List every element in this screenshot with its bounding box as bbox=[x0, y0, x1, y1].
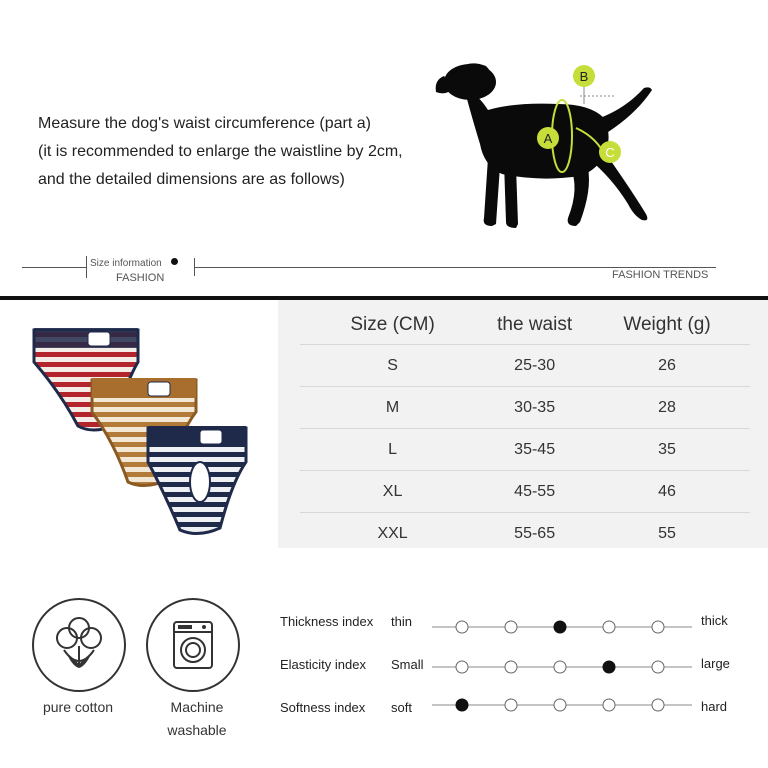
washable-badge bbox=[146, 598, 240, 692]
scale-point bbox=[652, 621, 664, 633]
size-table bbox=[300, 306, 750, 554]
cell-size: XL bbox=[300, 471, 485, 513]
label-c-marker bbox=[599, 141, 621, 163]
cell-size: M bbox=[300, 387, 485, 429]
table-row bbox=[300, 345, 750, 387]
label-b-marker bbox=[573, 65, 595, 87]
instruction-line-2: (it is recommended to enlarge the waistline by 2cm, bbox=[38, 143, 403, 160]
cotton-badge bbox=[32, 598, 126, 692]
washing-machine-icon bbox=[148, 600, 238, 690]
label-b: B bbox=[579, 69, 589, 84]
label-c: C bbox=[605, 145, 615, 160]
elasticity-scale bbox=[430, 659, 694, 675]
cell-size: L bbox=[300, 429, 485, 471]
cotton-icon bbox=[34, 600, 124, 690]
softness-scale bbox=[430, 697, 694, 713]
pure-cotton-label: pure cotton bbox=[42, 699, 114, 715]
cell-waist: 30-35 bbox=[485, 387, 584, 429]
cell-waist: 55-65 bbox=[485, 513, 584, 555]
instruction-line-3: and the detailed dimensions are as follows) bbox=[38, 171, 345, 188]
cell-weight: 28 bbox=[584, 387, 750, 429]
elasticity-index-label: Elasticity index bbox=[280, 657, 366, 672]
scale-point bbox=[456, 621, 468, 633]
header-waist: the waist bbox=[497, 314, 573, 335]
table-row bbox=[300, 513, 750, 555]
header-size: Size (CM) bbox=[350, 314, 435, 335]
thickness-scale bbox=[430, 619, 694, 635]
softness-low-label: soft bbox=[391, 700, 412, 715]
cell-size: S bbox=[300, 345, 485, 387]
softness-high-label: hard bbox=[701, 699, 728, 714]
softness-index-label: Softness index bbox=[280, 700, 366, 715]
elasticity-low-label: Small bbox=[391, 657, 424, 672]
cell-weight: 26 bbox=[584, 345, 750, 387]
elasticity-high-label: large bbox=[701, 656, 730, 671]
cell-size: XXL bbox=[300, 513, 485, 555]
machine-washable-label: Machine washable bbox=[167, 699, 227, 738]
thickness-high-label: thick bbox=[701, 613, 728, 628]
scale-point bbox=[603, 621, 615, 633]
table-row bbox=[300, 429, 750, 471]
label-a-marker bbox=[537, 127, 559, 149]
product-image-diapers bbox=[30, 322, 250, 542]
scale-point bbox=[505, 621, 517, 633]
size-table-header bbox=[300, 306, 750, 345]
table-row bbox=[300, 387, 750, 429]
scale-point bbox=[603, 699, 615, 711]
scale-point bbox=[456, 661, 468, 673]
cell-waist: 45-55 bbox=[485, 471, 584, 513]
label-a: A bbox=[543, 131, 553, 146]
divider-left-line bbox=[22, 267, 86, 268]
scale-point bbox=[505, 699, 517, 711]
scale-point-selected bbox=[456, 699, 468, 711]
dot-icon bbox=[171, 258, 178, 265]
scale-point bbox=[554, 661, 566, 673]
scale-point bbox=[652, 661, 664, 673]
divider-right-line bbox=[194, 267, 716, 268]
measure-instructions bbox=[38, 110, 458, 194]
thickness-index-label: Thickness index bbox=[280, 614, 374, 629]
fashion-label: FASHION bbox=[116, 272, 165, 284]
scale-point-selected bbox=[603, 661, 615, 673]
divider-left-tick bbox=[86, 256, 87, 278]
scale-point bbox=[554, 699, 566, 711]
cell-weight: 35 bbox=[584, 429, 750, 471]
cell-weight: 46 bbox=[584, 471, 750, 513]
header-weight: Weight (g) bbox=[623, 314, 711, 335]
dog-measurement-diagram bbox=[430, 58, 660, 240]
thickness-low-label: thin bbox=[391, 614, 412, 629]
instruction-line-1: Measure the dog's waist circumference (part a) bbox=[38, 115, 371, 132]
cell-weight: 55 bbox=[584, 513, 750, 555]
cell-waist: 35-45 bbox=[485, 429, 584, 471]
table-row bbox=[300, 471, 750, 513]
navy-striped-diaper bbox=[148, 426, 246, 534]
cell-waist: 25-30 bbox=[485, 345, 584, 387]
size-information-label: Size information bbox=[90, 258, 162, 269]
scale-point-selected bbox=[554, 621, 566, 633]
scale-point bbox=[505, 661, 517, 673]
fashion-trends-label: FASHION TRENDS bbox=[612, 269, 709, 281]
scale-point bbox=[652, 699, 664, 711]
